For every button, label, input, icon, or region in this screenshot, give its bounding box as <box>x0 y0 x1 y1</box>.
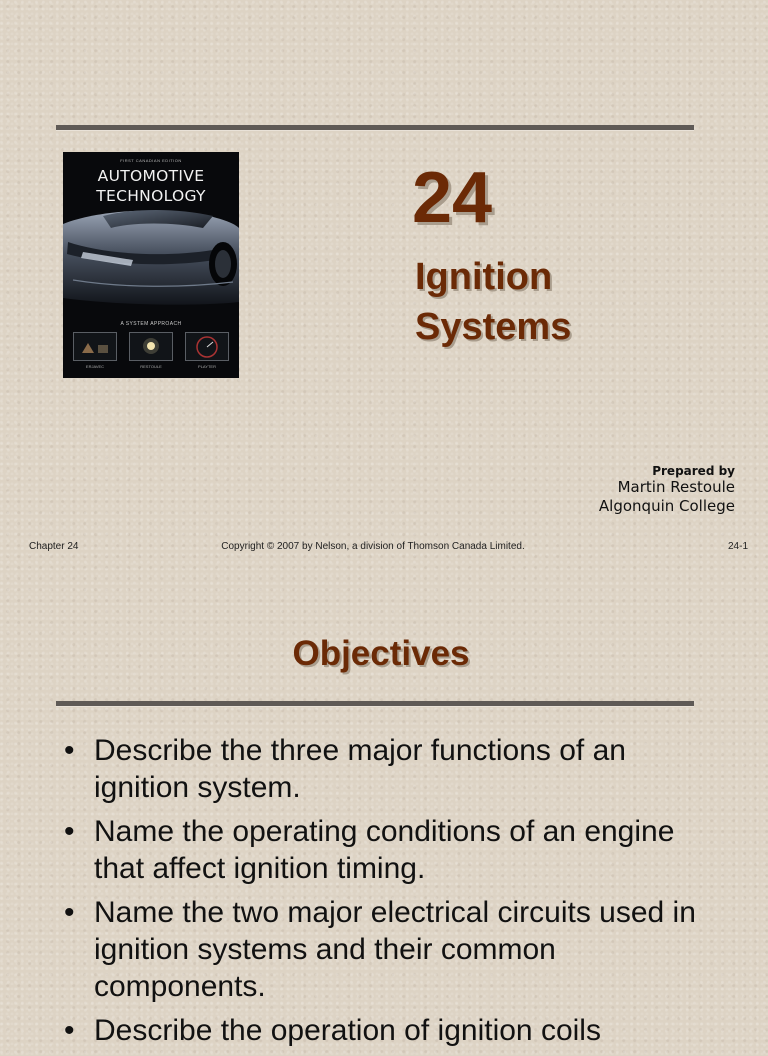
bullet-icon: • <box>64 1014 75 1047</box>
cover-authors <box>73 364 229 369</box>
cover-author: RESTOULE <box>140 364 162 369</box>
objectives-list <box>62 732 722 1056</box>
chapter-title-line1: Ignition <box>415 256 553 298</box>
cover-thumbnails <box>73 332 229 361</box>
cover-subtitle: A SYSTEM APPROACH <box>120 321 182 327</box>
cover-title-line1: AUTOMOTIVE <box>97 167 205 185</box>
bullet-text: Name the operating conditions of an engine that affect ignition timing. <box>94 815 675 885</box>
cover-thumbnail <box>129 332 173 361</box>
bullet-icon: • <box>64 734 75 767</box>
list-item <box>62 894 722 1005</box>
preparer-institution: Algonquin College <box>598 497 735 515</box>
bullet-icon: • <box>64 815 75 848</box>
list-item <box>62 1012 722 1049</box>
slide-title: Objectives <box>292 634 470 673</box>
title-divider <box>56 701 694 706</box>
bullet-text: Name the two major electrical circuits used in ignition systems and their common components. <box>94 896 696 1003</box>
prepared-by-label: Prepared by <box>652 464 735 478</box>
bullet-icon: • <box>64 896 75 929</box>
car-illustration <box>63 202 239 317</box>
cover-title-line2: TECHNOLOGY <box>96 187 206 205</box>
footer-chapter: Chapter 24 <box>29 541 79 552</box>
bullet-text: Describe the three major functions of an ignition system. <box>94 734 626 804</box>
list-item <box>62 732 722 806</box>
preparer-name: Martin Restoule <box>617 478 735 496</box>
cover-author: PLAYTER <box>198 364 216 369</box>
chapter-title <box>415 252 571 352</box>
chapter-title-line2: Systems <box>415 306 572 348</box>
prepared-by-block <box>599 464 735 516</box>
objectives-slide <box>0 570 768 1047</box>
cover-author: ERJAVEC <box>85 364 105 369</box>
cover-edition: FIRST CANADIAN EDITION <box>120 158 182 163</box>
chapter-number: 24 <box>412 158 493 238</box>
footer-copyright: Copyright © 2007 by Nelson, a division of Thomson Canada Limited. <box>221 541 525 552</box>
footer-page-number: 24-1 <box>727 541 748 552</box>
bullet-text: Describe the operation of ignition coils <box>94 1014 601 1047</box>
list-item <box>62 813 722 887</box>
cover-thumbnail <box>73 332 117 361</box>
top-divider <box>56 125 694 130</box>
cover-thumbnail <box>185 332 229 361</box>
book-cover-image <box>63 152 239 378</box>
